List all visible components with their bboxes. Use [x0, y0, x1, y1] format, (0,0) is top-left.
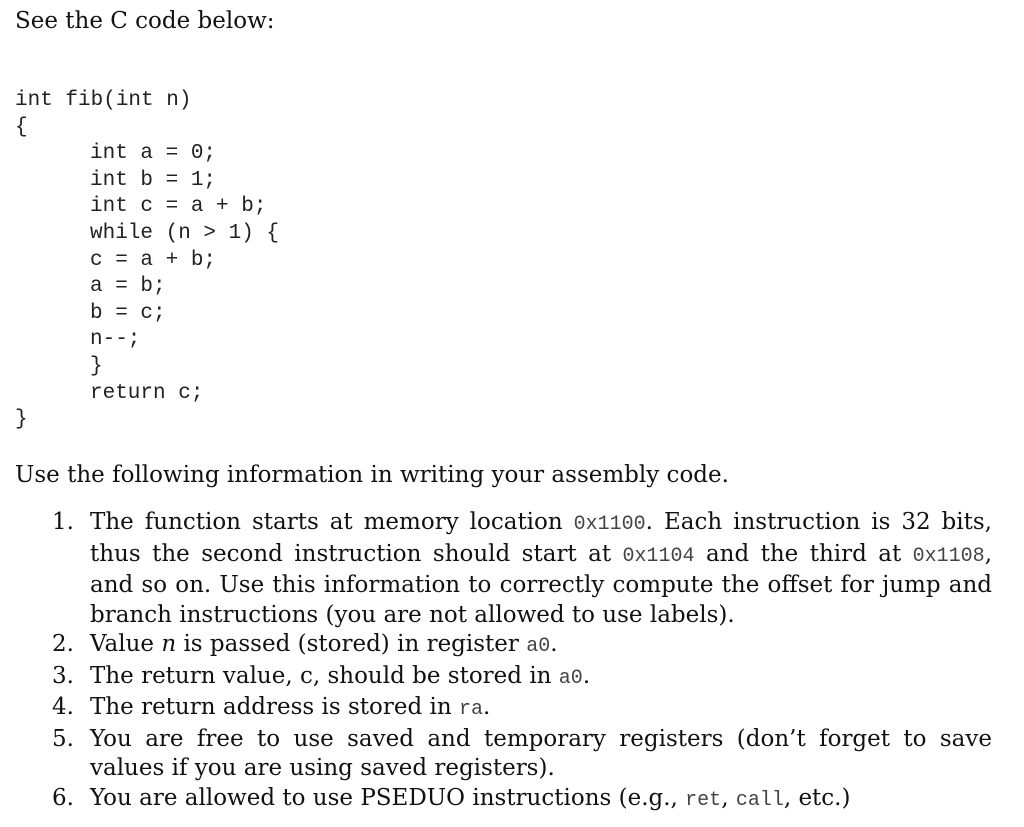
item-text: You are free to use saved and temporary registers (don’t forget to save values if you are using saved registers). [90, 725, 992, 781]
list-item [40, 630, 992, 662]
address-code: 0x1100 [573, 513, 646, 536]
code-line: c = a + b; [90, 248, 217, 272]
address-code: 0x1104 [622, 544, 695, 568]
register-code: a0 [526, 635, 551, 658]
list-item [40, 693, 992, 725]
list-number: 4. [52, 694, 74, 720]
item-text: The function starts at memory location [90, 509, 574, 535]
intro-text: See the C code below: [15, 8, 275, 34]
list-item [40, 662, 992, 694]
item-text: The return address is stored in [90, 694, 460, 720]
item-text: You are allowed to use PSEDUO instructions (e.g., [90, 784, 686, 811]
instructions-lead: Use the following information in writing your assembly code. [15, 462, 729, 488]
pseudo-instruction-code: ret [685, 788, 722, 812]
item-text: The return value, c, should be stored in [90, 662, 559, 689]
list-number: 5. [52, 725, 74, 752]
list-number: 1. [52, 509, 74, 535]
item-text: , [721, 784, 736, 811]
code-line: int c = a + b; [90, 195, 267, 219]
code-line: } [90, 354, 103, 378]
list-number: 2. [52, 631, 74, 657]
list-number: 3. [52, 662, 74, 689]
item-text: Value [90, 631, 162, 657]
code-line: { [15, 115, 28, 139]
code-line: int b = 1; [90, 168, 217, 192]
code-line: } [15, 408, 28, 432]
address-code: 0x1108 [912, 544, 985, 568]
list-number: 6. [52, 784, 74, 811]
code-line: b = c; [90, 301, 166, 325]
item-text: . Each instruction is 32 bits, thus the second instruction should start at [90, 509, 992, 567]
item-text: is passed (stored) in register [176, 631, 527, 657]
item-text: and the third at [694, 540, 913, 567]
item-text: . [550, 631, 558, 657]
list-item [40, 725, 992, 784]
item-text: . [582, 662, 591, 689]
list-item [40, 508, 992, 630]
instructions-list [40, 508, 992, 815]
list-item [40, 784, 992, 816]
register-code: ra [459, 698, 484, 721]
code-line: int fib(int n) [15, 89, 192, 112]
register-code: a0 [558, 666, 583, 690]
item-text: . [483, 694, 491, 720]
pseudo-instruction-code: call [735, 788, 784, 812]
code-line: while (n > 1) { [90, 221, 280, 245]
code-line: int a = 0; [90, 142, 217, 166]
variable-name: n [161, 631, 177, 657]
code-line: n--; [90, 328, 141, 352]
code-line: return c; [90, 381, 204, 405]
c-code-block [15, 88, 279, 434]
item-text: , and so on. Use this information to correctly compute the offset for jump and branch instructions (you are not allowed to use labels). [90, 540, 992, 628]
code-line: a = b; [90, 275, 166, 299]
item-text: , etc.) [783, 784, 851, 811]
